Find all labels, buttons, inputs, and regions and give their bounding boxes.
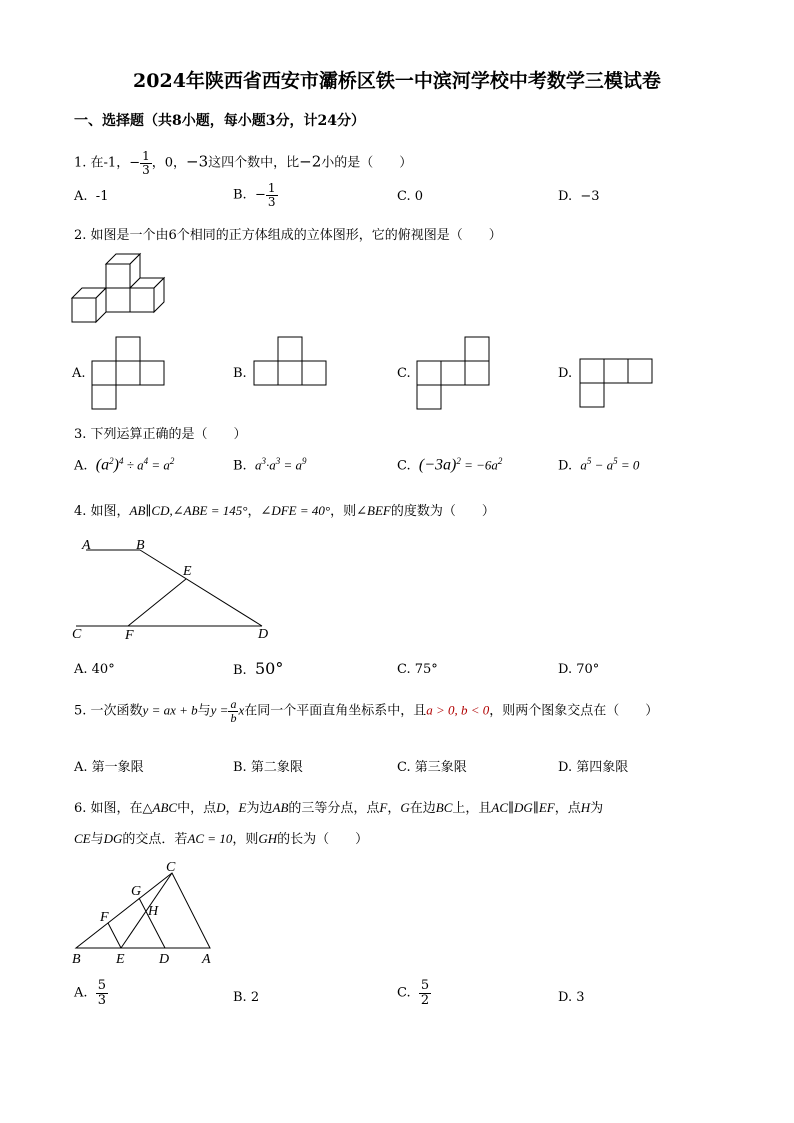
q5-option-d[interactable]: D. 第四象限: [558, 760, 629, 775]
question-1-stem: 1. 在-1，− $\frac{1}{3}$ ，0，−3这四个数中，比−2小的是（ ）: [74, 149, 413, 177]
label-c: C: [166, 860, 176, 875]
q2-option-c-label[interactable]: C.: [397, 366, 411, 381]
label-h: H: [148, 904, 159, 919]
q4-option-b[interactable]: B. 50°: [233, 659, 284, 678]
label-f: F: [100, 910, 109, 925]
label-g: G: [131, 884, 142, 899]
q2-option-c-figure[interactable]: [417, 337, 491, 411]
q1-option-d[interactable]: D. −3: [558, 189, 600, 204]
label-a: A: [202, 952, 211, 967]
question-2-stem: 2. 如图是一个由6个相同的正方体组成的立体图形，它的俯视图是（ ）: [74, 228, 502, 243]
q2-option-b-label[interactable]: B.: [233, 366, 247, 381]
q3-option-d[interactable]: D. $a^5 - a^5 = 0$: [558, 456, 640, 474]
q2-option-b-figure[interactable]: [254, 337, 328, 387]
q1-option-a[interactable]: A. -1: [74, 189, 109, 204]
q2-option-a-figure[interactable]: [92, 337, 166, 411]
q2-option-d-label[interactable]: D.: [558, 366, 573, 381]
q4-option-d[interactable]: D. 70°: [558, 662, 600, 677]
q3-option-a[interactable]: A. $(a^2)^4 \div a^4 = a^2$: [74, 456, 175, 474]
q4-option-a[interactable]: A. 40°: [74, 662, 115, 677]
q5-option-c[interactable]: C. 第三象限: [397, 760, 467, 775]
q6-triangle-figure: [72, 855, 222, 970]
q6-option-c[interactable]: C. $\frac{5}{2}$: [397, 978, 430, 1008]
q4-option-c[interactable]: C. 75°: [397, 662, 438, 677]
label-b: B: [72, 952, 81, 967]
question-5-stem: 5. 一次函数y = ax + b与y = $\frac{a}{b}$ x在同一个平面直角坐标系中，且a > 0, b < 0，则两个图象交点在（ ）: [74, 697, 659, 725]
q6-option-b[interactable]: B. 2: [233, 990, 260, 1005]
section-heading: 一、选择题（共8小题，每小题3分，计24分）: [74, 113, 365, 129]
q1-option-b[interactable]: B. − $\frac{1}{3}$: [233, 181, 276, 209]
label-d: D: [159, 952, 170, 967]
q4-geometry-figure: [72, 535, 292, 645]
question-6-line-2: CE与DG的交点．若AC = 10，则GH的长为（ ）: [74, 831, 369, 847]
q2-option-d-figure[interactable]: [580, 359, 654, 409]
q6-option-d[interactable]: D. 3: [558, 990, 585, 1005]
label-c: C: [72, 627, 82, 642]
fraction-one-third: $\frac{1}{3}$: [142, 149, 150, 177]
fraction-a-over-b: $\frac{a}{b}$: [230, 697, 237, 725]
q2-option-a-label[interactable]: A.: [72, 366, 86, 381]
q2-solid-figure: [72, 252, 172, 327]
label-e: E: [183, 564, 192, 579]
label-d: D: [258, 627, 269, 642]
page-title: 2024年陕西省西安市灞桥区铁一中滨河学校中考数学三模试卷: [133, 70, 661, 92]
q6-option-a[interactable]: A. $\frac{5}{3}$: [74, 978, 107, 1008]
label-f: F: [125, 628, 134, 643]
q1-option-c[interactable]: C. 0: [397, 189, 424, 204]
label-e: E: [116, 952, 125, 967]
q3-option-b[interactable]: B. $a^3\cdot a^3 = a^9$: [233, 456, 307, 474]
q5-option-b[interactable]: B. 第二象限: [233, 760, 303, 775]
label-b: B: [136, 538, 145, 553]
label-a: A: [82, 538, 91, 553]
question-4-stem: 4. 如图，AB∥CD,∠ABE = 145°，∠DFE = 40°，则∠BEF的度数为（ ）: [74, 503, 495, 519]
q3-option-c[interactable]: C. $(-3a)^2 = -6a^2$: [397, 456, 503, 474]
question-3-stem: 3. 下列运算正确的是（ ）: [74, 427, 247, 442]
question-6-line-1: 6. 如图，在△ABC中，点D，E为边AB的三等分点，点F，G在边BC上，且AC∥DG∥EF，点H为: [74, 800, 604, 816]
q5-option-a[interactable]: A. 第一象限: [74, 760, 144, 775]
